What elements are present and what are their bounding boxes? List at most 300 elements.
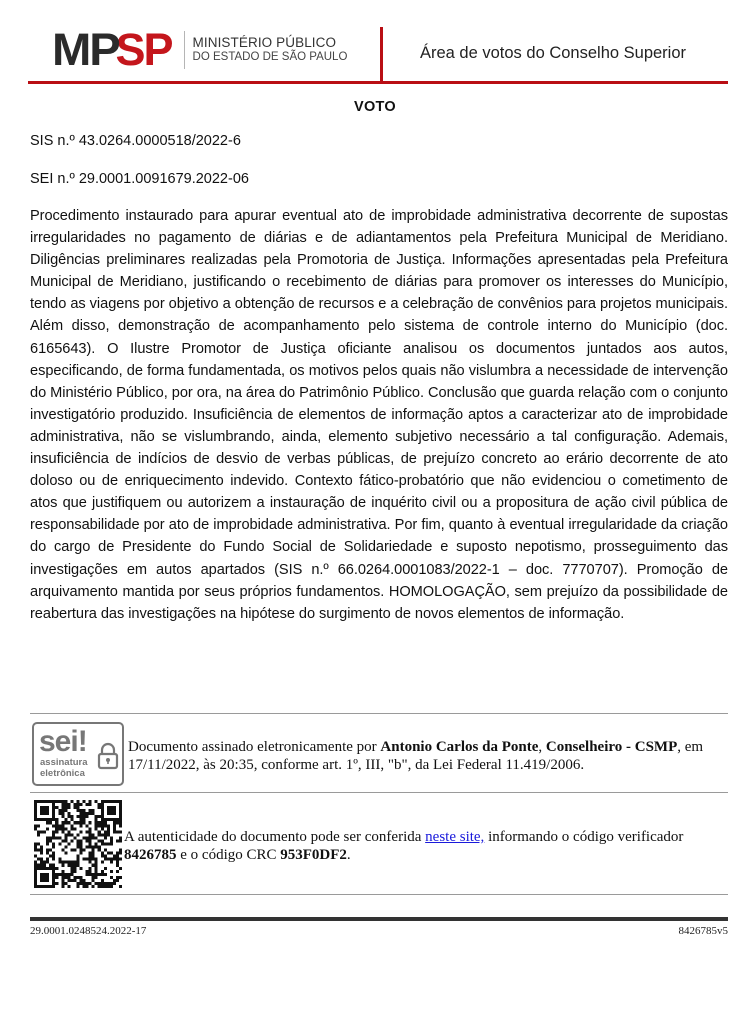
- qr-module: [116, 800, 119, 803]
- qr-module: [86, 882, 89, 885]
- qr-module: [116, 879, 119, 882]
- qr-module: [52, 858, 55, 861]
- qr-module: [61, 885, 64, 888]
- qr-module: [49, 800, 52, 803]
- qr-module: [107, 800, 110, 803]
- qr-module: [95, 873, 98, 876]
- qr-module: [98, 849, 101, 852]
- qr-module: [55, 882, 58, 885]
- qr-module: [86, 870, 89, 873]
- verification-site-link[interactable]: neste site,: [425, 829, 485, 845]
- qr-module: [107, 809, 110, 812]
- qr-module: [67, 876, 70, 879]
- qr-module: [86, 846, 89, 849]
- qr-module: [89, 870, 92, 873]
- qr-module: [86, 836, 89, 839]
- header-underline: [28, 81, 728, 84]
- qr-module: [119, 815, 122, 818]
- qr-module: [80, 809, 83, 812]
- qr-module: [64, 846, 67, 849]
- qr-module: [46, 806, 49, 809]
- qr-module: [40, 809, 43, 812]
- header-vertical-divider: [380, 27, 383, 81]
- qr-module: [46, 873, 49, 876]
- qr-module: [110, 870, 113, 873]
- qr-module: [86, 830, 89, 833]
- qr-module: [40, 864, 43, 867]
- qr-module: [43, 818, 46, 821]
- qr-module: [104, 818, 107, 821]
- qr-module: [40, 852, 43, 855]
- qr-module: [67, 815, 70, 818]
- qr-module: [92, 858, 95, 861]
- qr-module: [49, 818, 52, 821]
- qr-module: [98, 839, 101, 842]
- qr-module: [64, 852, 67, 855]
- qr-module: [52, 846, 55, 849]
- qr-module: [86, 824, 89, 827]
- qr-module: [40, 876, 43, 879]
- qr-module: [40, 830, 43, 833]
- qr-module: [92, 885, 95, 888]
- qr-module: [76, 800, 79, 803]
- qr-module: [104, 867, 107, 870]
- verifier-code: 8426785: [124, 847, 177, 863]
- qr-module: [95, 842, 98, 845]
- qr-module: [80, 867, 83, 870]
- vote-body-paragraph: Procedimento instaurado para apurar eventual ato de improbidade administrativa decorrente de supostas irregularidades no pagamento de diárias e de adiantamentos pela Prefeitura Municipal de Meridiano. Diligências preliminares realizadas pela Promotoria de Justiça. Informações apresentadas pela Prefeitura Municipal de Meridiano, justificando o recebimento de diárias para promover os interesses do Município, tendo as viagens por objetivo a obtenção de recursos e a celebração de convênios para projetos municipais. Além disso, demonstração de acompanhamento pelo sistema de controle interno do Município (doc. 6165643). O Ilustre Promotor de Justiça oficiante analisou os documentos juntados aos autos, especificando, de forma fundamentada, os motivos pelos quais não vislumbra a necessidade de intervenção do Ministério Público, por ora, na área do Patrimônio Público. Conclusão que guarda relação com o conjunto investigatório produzido. Insuficiência de elementos de informação aptos a caracterizar ato de improbidade administrativa, não se vislumbrando, ainda, elemento subjetivo necessário a tal configuração. Ademais, insuficiência de indícios de desvio de verbas públicas, de prejuízo concreto ao erário decorrente de ato doloso ou de enriquecimento indevido. Contexto fático-probatório que não evidenciou o cometimento de atos que justifiquem ou autorizem a instauração de inquérito civil ou a propositura de ação civil pública de responsabilidade por ato de improbidade administrativa. Por fim, quanto à eventual irregularidade da criação do cargo de Presidente do Fundo Social de Solidariedade e suposto nepotismo, prosseguimento das investigações em autos apartados (SIS n.º 66.0264.0001083/2022-1 – doc. 7770707). Promoção de arquivamento mantida por seus próprios fundamentos. HOMOLOGAÇÃO, sem prejuízo da possibilidade de reabertura das investigações na hipótese do surgimento de novos elementos de informação.: [30, 208, 728, 622]
- qr-module: [98, 873, 101, 876]
- qr-module: [64, 800, 67, 803]
- qr-module: [61, 873, 64, 876]
- qr-module: [64, 803, 67, 806]
- qr-module: [107, 818, 110, 821]
- qr-module: [119, 803, 122, 806]
- qr-module: [67, 885, 70, 888]
- qr-module: [119, 858, 122, 861]
- qr-module: [107, 833, 110, 836]
- qr-module: [52, 864, 55, 867]
- qr-module: [43, 812, 46, 815]
- qr-module: [49, 867, 52, 870]
- qr-module: [76, 855, 79, 858]
- sei-electronic-signature-stamp: [32, 722, 124, 786]
- qr-module: [95, 821, 98, 824]
- qr-module: [64, 827, 67, 830]
- qr-module: [64, 821, 67, 824]
- qr-module: [101, 855, 104, 858]
- qr-module: [95, 858, 98, 861]
- qr-module: [104, 800, 107, 803]
- qr-module: [43, 867, 46, 870]
- signature-prefix: Documento assinado eletronicamente por: [128, 739, 381, 755]
- qr-module: [83, 809, 86, 812]
- qr-module: [95, 867, 98, 870]
- qr-module: [61, 879, 64, 882]
- qr-module: [92, 879, 95, 882]
- qr-module: [40, 858, 43, 861]
- qr-module: [110, 852, 113, 855]
- qr-module: [92, 876, 95, 879]
- qr-module: [61, 861, 64, 864]
- qr-module: [89, 873, 92, 876]
- qr-module: [101, 861, 104, 864]
- qr-module: [116, 861, 119, 864]
- qr-module: [116, 852, 119, 855]
- qr-module: [92, 809, 95, 812]
- qr-module: [67, 812, 70, 815]
- qr-module: [116, 830, 119, 833]
- qr-module: [37, 830, 40, 833]
- qr-module: [89, 855, 92, 858]
- qr-module: [37, 858, 40, 861]
- qr-module: [46, 842, 49, 845]
- qr-module: [55, 873, 58, 876]
- qr-module: [101, 821, 104, 824]
- signature-separator: ,: [538, 739, 546, 755]
- qr-module: [73, 803, 76, 806]
- qr-module: [116, 876, 119, 879]
- qr-module: [46, 849, 49, 852]
- qr-module: [110, 876, 113, 879]
- qr-module: [116, 818, 119, 821]
- qr-module: [80, 815, 83, 818]
- qr-module: [46, 885, 49, 888]
- qr-module: [89, 858, 92, 861]
- qr-module: [119, 806, 122, 809]
- qr-module: [89, 852, 92, 855]
- qr-module: [61, 824, 64, 827]
- qr-module: [119, 839, 122, 842]
- crc-code: 953F0DF2: [280, 847, 347, 863]
- qr-module: [98, 833, 101, 836]
- qr-module: [80, 852, 83, 855]
- qr-module: [89, 842, 92, 845]
- qr-module: [61, 815, 64, 818]
- qr-module: [107, 858, 110, 861]
- qr-module: [76, 861, 79, 864]
- qr-module: [61, 882, 64, 885]
- qr-module: [104, 836, 107, 839]
- qr-module: [101, 809, 104, 812]
- qr-code[interactable]: [34, 800, 122, 888]
- qr-module: [101, 827, 104, 830]
- qr-module: [70, 849, 73, 852]
- qr-module: [92, 846, 95, 849]
- authenticity-end: .: [346, 847, 351, 863]
- qr-module: [119, 818, 122, 821]
- qr-module: [52, 806, 55, 809]
- qr-module: [95, 870, 98, 873]
- signature-suffix: , em 17/11/2022, às 20:35, conforme art. 1º, III, "b", da Lei Federal 11.419/2006.: [128, 739, 704, 773]
- qr-module: [52, 815, 55, 818]
- qr-module: [34, 827, 37, 830]
- qr-module: [119, 812, 122, 815]
- qr-module: [43, 876, 46, 879]
- qr-module: [67, 803, 70, 806]
- qr-module: [119, 849, 122, 852]
- qr-module: [70, 818, 73, 821]
- qr-module: [37, 842, 40, 845]
- footer-document-version: 8426785v5: [678, 925, 728, 937]
- qr-module: [37, 864, 40, 867]
- qr-module: [58, 858, 61, 861]
- qr-module: [116, 821, 119, 824]
- qr-module: [34, 885, 37, 888]
- signer-role: Conselheiro - CSMP: [545, 739, 678, 755]
- qr-module: [46, 861, 49, 864]
- signer-name: Antonio Carlos da Ponte: [380, 739, 539, 755]
- qr-module: [40, 800, 43, 803]
- qr-module: [101, 842, 104, 845]
- qr-module: [116, 839, 119, 842]
- qr-module: [113, 818, 116, 821]
- qr-module: [70, 861, 73, 864]
- qr-module: [34, 815, 37, 818]
- qr-module: [89, 846, 92, 849]
- qr-module: [37, 800, 40, 803]
- qr-module: [61, 821, 64, 824]
- qr-module: [83, 849, 86, 852]
- qr-module: [110, 842, 113, 845]
- qr-module: [52, 824, 55, 827]
- qr-module: [55, 876, 58, 879]
- qr-module: [76, 876, 79, 879]
- qr-module: [52, 870, 55, 873]
- qr-module: [76, 815, 79, 818]
- qr-module: [104, 858, 107, 861]
- qr-module: [101, 806, 104, 809]
- qr-module: [113, 879, 116, 882]
- qr-module: [52, 876, 55, 879]
- qr-module: [52, 885, 55, 888]
- qr-module: [64, 839, 67, 842]
- qr-module: [40, 867, 43, 870]
- qr-module: [113, 812, 116, 815]
- qr-module: [80, 803, 83, 806]
- qr-module: [76, 882, 79, 885]
- qr-module: [55, 830, 58, 833]
- qr-module: [55, 827, 58, 830]
- sei-reference: SEI n.º 29.0001.0091679.2022-06: [30, 171, 249, 187]
- qr-module: [70, 873, 73, 876]
- qr-module: [101, 879, 104, 882]
- qr-module: [98, 824, 101, 827]
- crc-label: e o código CRC: [176, 847, 281, 863]
- qr-module: [98, 806, 101, 809]
- qr-module: [34, 842, 37, 845]
- qr-module: [73, 849, 76, 852]
- qr-module: [34, 812, 37, 815]
- qr-module: [86, 873, 89, 876]
- qr-module: [76, 806, 79, 809]
- qr-module: [64, 876, 67, 879]
- sis-reference: SIS n.º 43.0264.0000518/2022-6: [30, 133, 241, 149]
- qr-module: [113, 809, 116, 812]
- qr-module: [107, 827, 110, 830]
- qr-module: [89, 839, 92, 842]
- qr-module: [64, 882, 67, 885]
- qr-module: [101, 818, 104, 821]
- qr-module: [116, 870, 119, 873]
- qr-module: [113, 855, 116, 858]
- qr-module: [116, 855, 119, 858]
- qr-module: [104, 830, 107, 833]
- qr-module: [34, 855, 37, 858]
- qr-module: [73, 879, 76, 882]
- footer-bar: [30, 917, 728, 921]
- qr-module: [89, 803, 92, 806]
- logo-institution-name: [193, 36, 348, 64]
- qr-module: [67, 806, 70, 809]
- qr-module: [40, 885, 43, 888]
- qr-module: [119, 824, 122, 827]
- logo-divider: [184, 31, 185, 69]
- qr-module: [95, 827, 98, 830]
- page-header: [0, 0, 750, 84]
- qr-module: [46, 836, 49, 839]
- qr-module: [73, 806, 76, 809]
- qr-module: [40, 873, 43, 876]
- qr-module: [107, 806, 110, 809]
- qr-module: [76, 803, 79, 806]
- qr-module: [34, 806, 37, 809]
- qr-module: [101, 852, 104, 855]
- qr-module: [43, 864, 46, 867]
- qr-module: [76, 846, 79, 849]
- qr-module: [49, 885, 52, 888]
- qr-module: [101, 803, 104, 806]
- qr-module: [55, 806, 58, 809]
- qr-module: [55, 800, 58, 803]
- qr-module: [52, 879, 55, 882]
- qr-module: [43, 800, 46, 803]
- qr-module: [76, 839, 79, 842]
- qr-module: [52, 836, 55, 839]
- signature-statement: [128, 738, 728, 774]
- mpsp-logo: [52, 24, 348, 75]
- qr-module: [80, 876, 83, 879]
- qr-module: [52, 809, 55, 812]
- qr-module: [73, 870, 76, 873]
- qr-module: [34, 873, 37, 876]
- qr-module: [52, 803, 55, 806]
- qr-module: [104, 855, 107, 858]
- qr-module: [46, 809, 49, 812]
- qr-module: [52, 812, 55, 815]
- logo-line-1: MINISTÉRIO PÚBLICO: [192, 35, 337, 50]
- qr-module: [110, 858, 113, 861]
- qr-module: [64, 873, 67, 876]
- qr-module: [95, 876, 98, 879]
- qr-module: [107, 885, 110, 888]
- qr-module: [116, 864, 119, 867]
- qr-module: [49, 864, 52, 867]
- qr-module: [40, 849, 43, 852]
- qr-module: [98, 815, 101, 818]
- qr-module: [83, 879, 86, 882]
- qr-module: [80, 882, 83, 885]
- qr-module: [73, 836, 76, 839]
- qr-module: [113, 824, 116, 827]
- qr-module: [98, 803, 101, 806]
- qr-module: [58, 812, 61, 815]
- qr-module: [49, 839, 52, 842]
- qr-module: [113, 806, 116, 809]
- qr-module: [55, 821, 58, 824]
- qr-module: [52, 830, 55, 833]
- qr-module: [46, 827, 49, 830]
- authenticity-statement: [124, 828, 734, 864]
- footer-process-number: 29.0001.0248524.2022-17: [30, 925, 147, 937]
- qr-module: [43, 830, 46, 833]
- qr-module: [86, 858, 89, 861]
- qr-module: [101, 800, 104, 803]
- qr-module: [98, 885, 101, 888]
- qr-module: [76, 842, 79, 845]
- qr-module: [37, 824, 40, 827]
- qr-module: [43, 861, 46, 864]
- qr-module: [34, 879, 37, 882]
- qr-module: [43, 806, 46, 809]
- qr-module: [58, 861, 61, 864]
- qr-module: [46, 867, 49, 870]
- qr-module: [37, 867, 40, 870]
- qr-module: [61, 809, 64, 812]
- qr-module: [101, 873, 104, 876]
- qr-module: [80, 812, 83, 815]
- section-title: Área de votos do Conselho Superior: [420, 44, 686, 62]
- qr-module: [34, 846, 37, 849]
- qr-module: [55, 836, 58, 839]
- qr-module: [67, 842, 70, 845]
- qr-module: [101, 833, 104, 836]
- qr-module: [89, 833, 92, 836]
- qr-module: [67, 873, 70, 876]
- qr-module: [76, 864, 79, 867]
- qr-module: [34, 861, 37, 864]
- qr-module: [89, 821, 92, 824]
- qr-module: [80, 818, 83, 821]
- authenticity-middle: informando o código verificador: [484, 829, 684, 845]
- qr-module: [61, 827, 64, 830]
- qr-module: [52, 867, 55, 870]
- qr-module: [37, 849, 40, 852]
- qr-module: [34, 849, 37, 852]
- qr-module: [104, 821, 107, 824]
- qr-module: [61, 876, 64, 879]
- qr-module: [64, 818, 67, 821]
- qr-module: [40, 812, 43, 815]
- qr-module: [61, 870, 64, 873]
- qr-module: [80, 839, 83, 842]
- qr-module: [107, 882, 110, 885]
- qr-module: [83, 885, 86, 888]
- qr-module: [40, 879, 43, 882]
- qr-module: [70, 800, 73, 803]
- qr-module: [70, 827, 73, 830]
- qr-module: [40, 846, 43, 849]
- qr-module: [73, 867, 76, 870]
- qr-module: [104, 842, 107, 845]
- qr-module: [89, 836, 92, 839]
- qr-module: [46, 839, 49, 842]
- qr-module: [95, 882, 98, 885]
- qr-module: [64, 806, 67, 809]
- qr-module: [110, 800, 113, 803]
- qr-module: [34, 809, 37, 812]
- qr-module: [49, 849, 52, 852]
